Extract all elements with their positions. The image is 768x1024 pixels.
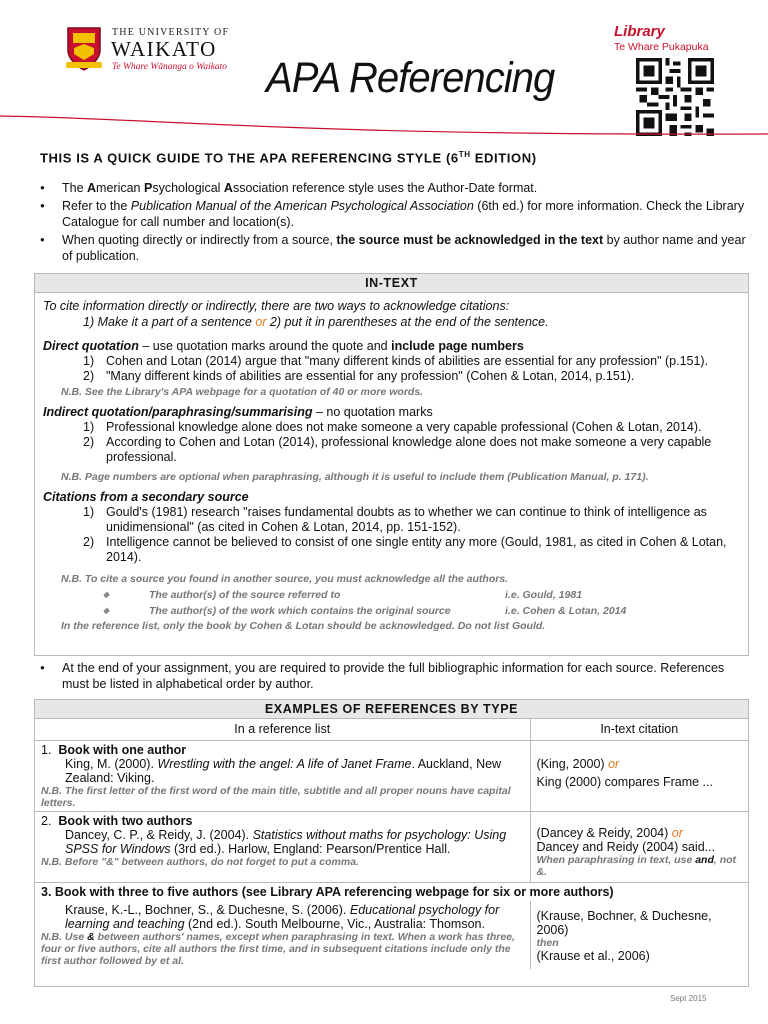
in-text-section [34,273,749,656]
intro-bullet-list [40,180,750,266]
example-citation: (King, 2000) or [536,757,620,771]
example-title: 2. Book with two authors [41,814,193,828]
list-item: ◆ The author(s) of the work which contains the original source i.e. Cohen & Lotan, 2014 [103,605,627,617]
list-item: ● When quoting directly or indirectly from a source, the source must be acknowledged in the text by author name and year of publication. [40,232,750,265]
university-name: WAIKATO [111,37,217,61]
example-citation-then: then [536,937,559,949]
example-citation: (Dancey & Reidy, 2004) or [536,826,683,840]
direct-quotation-note: N.B. See the Library's APA webpage for a quotation of 40 or more words. [61,386,424,398]
direct-quotation-list [83,354,740,384]
university-label-small: THE UNIVERSITY OF [112,27,230,38]
library-maori-name: Te Whare Pukapuka [614,41,709,53]
list-item: 1) Professional knowledge alone does not make someone a very capable professional (Cohen & Lotan, 2014). [83,420,702,434]
example-citation: (Krause et al., 2006) [536,949,650,963]
example-citation: (Krause, Bochner, & Duchesne, 2006) [536,909,712,937]
example-note: N.B. The first letter of the first word of the main title, subtitle and all proper nouns have capital letters. [41,785,511,809]
header-divider-swoosh [0,106,768,146]
table-row [35,741,748,812]
list-item: 1) Gould's (1981) research "raises fundamental doubts as to whether we can continue to think of intelligence as unidimensional" (as cited in Cohen & Lotan, 2014, pp. 151-152). [83,505,707,534]
example-note: N.B. Use & between authors' names, except when paraphrasing in text. When a work has three, four or five authors, cite all authors the first time, and in subsequent citations include only the first author followed by et al. [41,931,515,967]
column-header: In-text citation [600,722,679,736]
list-item: ● At the end of your assignment, you are required to provide the full bibliographic information for each source. References must be listed in alphabetical order by author. [40,660,750,692]
table-header-row [35,719,748,741]
list-item: 1) Cohen and Lotan (2014) argue that "many different kinds of abilities are essential for any profession" (p.151). [83,354,709,368]
list-item: 2) According to Cohen and Lotan (2014), professional knowledge alone does not make someone a very capable professional. [83,435,712,464]
example-title: 3. Book with three to five authors (see Library APA referencing webpage for six or more authors) [35,883,748,902]
secondary-source-heading: Citations from a secondary source [43,490,249,504]
library-name: Library [614,23,665,40]
in-text-ways: 1) Make it a part of a sentence or 2) put it in parentheses at the end of the sentence. [83,315,549,329]
guide-heading: THIS IS A QUICK GUIDE TO THE APA REFERENCING STYLE (6TH EDITION) [40,150,537,166]
example-citation-note: When paraphrasing in text, use and, not &. [536,854,737,878]
examples-section [34,699,749,987]
list-item: 2) "Many different kinds of abilities are essential for any profession" (Cohen & Lotan, 2014, p.151). [83,369,635,383]
secondary-source-note: N.B. To cite a source you found in another source, you must acknowledge all the authors. [61,573,509,585]
secondary-source-list [83,505,740,565]
indirect-quotation-heading: Indirect quotation/paraphrasing/summarising – no quotation marks [43,405,433,419]
page-title: APA Referencing [266,54,555,102]
university-crest-icon [64,24,104,72]
indirect-quotation-list [83,420,740,465]
example-reference: King, M. (2000). Wrestling with the angel: A life of Janet Frame. Auckland, New Zealand: Viking. [65,757,502,785]
list-item: ● The American Psychological Association reference style uses the Author-Date format. [40,180,750,197]
table-row [35,901,748,969]
university-maori-name: Te Whare Wānanga o Waikato [112,62,228,72]
section-heading: EXAMPLES OF REFERENCES BY TYPE [35,700,748,719]
example-note: N.B. Before "&" between authors, do not forget to put a comma. [41,856,359,868]
direct-quotation-heading: Direct quotation – use quotation marks around the quote and include page numbers [43,339,524,353]
example-reference: Dancey, C. P., & Reidy, J. (2004). Statistics without maths for psychology: Using SPSS for Windows (3rd ed.). Harlow, England: Pearson/Prentice Hall. [65,828,507,856]
indirect-quotation-note: N.B. Page numbers are optional when paraphrasing, although it is useful to include them (Publication Manual, p. 171). [61,471,649,483]
table-row [35,812,748,883]
example-title: 1. Book with one author [41,743,187,757]
list-item: 2) Intelligence cannot be believed to consist of one single entity any more (Gould, 1981, as cited in Cohen & Lotan, 2014). [83,535,727,564]
list-item: ◆ The author(s) of the source referred to i.e. Gould, 1981 [103,589,583,601]
end-bullet-list [40,660,750,692]
reference-list-note: In the reference list, only the book by Cohen & Lotan should be acknowledged. Do not list Gould. [61,620,546,632]
in-text-lead: To cite information directly or indirectly, there are two ways to acknowledge citations: [43,299,510,313]
page-header [0,0,768,140]
column-header: In a reference list [35,719,530,741]
table-row [35,883,748,902]
example-citation: Dancey and Reidy (2004) said... [536,840,716,854]
section-heading: IN-TEXT [35,274,748,293]
footer-date: Sept 2015 [670,994,707,1003]
example-citation: King (2000) compares Frame ... [536,775,713,789]
list-item: ● Refer to the Publication Manual of the American Psychological Association (6th ed.) for more information. Check the Library Catalogue for call number and location(s). [40,198,750,231]
examples-table [35,719,748,969]
example-reference: Krause, K.-L., Bochner, S., & Duchesne, S. (2006). Educational psychology for learning and teaching (2nd ed.). South Melbourne, Vic., Australia: Thomson. [65,903,500,931]
